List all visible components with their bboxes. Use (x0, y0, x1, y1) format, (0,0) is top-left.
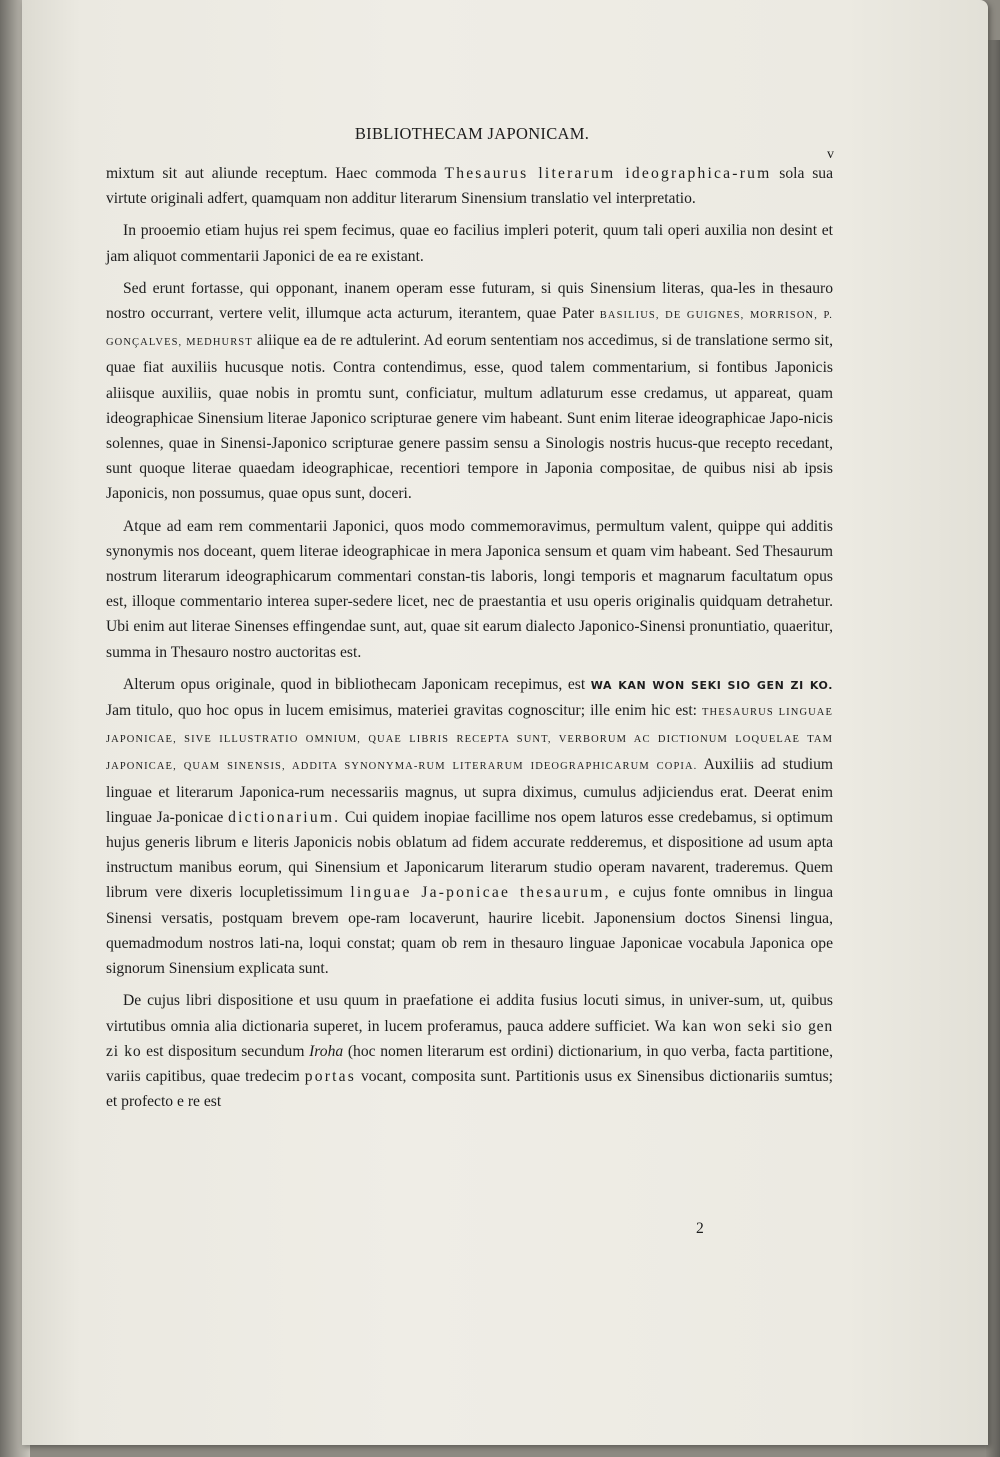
p1-text-a: mixtum sit aut aliunde receptum. Haec commoda (106, 165, 445, 182)
p5-text-b: Jam titulo, quo hoc opus in lucem emisimus, materiei gravitas cognoscitur; ille enim hic est: (106, 702, 703, 720)
p5-spaced-term-1: dictionarium. (228, 808, 341, 826)
paragraph-2: In prooemio etiam hujus rei spem fecimus, quae eo facilius impleri poterit, quum tali operi auxilia non desint et jam aliquot commentarii Japonici de ea re existant. (106, 222, 833, 265)
p5-work-subtitle: THESAURUS LINGUAE JAPONICAE, SIVE ILLUSTRATIO OMNIUM, QUAE LIBRIS RECEPTA SUNT, VERBORUM AC DICTIONUM LOQUELAE TAM JAPONICAE, QUAM SINENSIS, ADDITA SYNONYMA-RUM LITERARUM IDEOGRAPHICARUM COPIA. (106, 707, 834, 773)
p6-work-name: Wa kan won seki sio gen zi ko (106, 1017, 833, 1060)
p6-iroha: Iroha (309, 1042, 344, 1060)
paragraph-3 (106, 276, 833, 507)
book-page (22, 0, 988, 1445)
p6-spaced-term: portas (304, 1067, 357, 1085)
p5-work-title: WA KAN WON SEKI SIO GEN ZI KO. (590, 678, 833, 692)
p6-text-c: est dispositum secundum (141, 1042, 310, 1060)
p6-text-g: vocant, composita sunt. Partitionis usus ex Sinensibus dictionariis sumtus; et profecto e re est (106, 1067, 833, 1111)
paragraph-6 (106, 988, 833, 1114)
page-number: v (827, 147, 834, 162)
p5-text-g: e cujus fonte omnibus in lingua Sinensi versatis, postquam brevem ope-ram locaverunt, haurire licebit. Japonensium doctos Sinensi lingua, quemadmodum nostros lati-na, loqui constat; quam ob rem in thesauro linguae Japonicae vocabula Japonica ope signorum Sinensium explicata sunt. (106, 884, 833, 978)
paragraph-1 (106, 161, 833, 211)
p5-text-c: Auxiliis ad studium linguae et literarum Japonica-rum necessariis magnus, ut supra diximus, cumulus adjiciendus erat. Deerat enim linguae Ja-ponicae (106, 756, 833, 826)
signature-mark: 2 (696, 1220, 704, 1237)
p1-spaced-term: Thesaurus literarum ideographica-rum (444, 165, 772, 182)
p1-text-c: sola sua virtute originali adfert, quamquam non additur literarum Sinensium translatio vel interpretatio. (106, 165, 833, 208)
p5-text-e: Cui quidem inopiae facillime nos opem laturos esse credebamus, si optimum hujus generis librum e literis Japonicis nobis oblatum ad fidem accurate redderemus, et dispositione ad usum apta instructum manibus eorum, qui Sinensium et Japonicarum literarum studio operam navarent, traderemus. Quem librum vere dixeris locupletissimum (106, 808, 833, 902)
p5-text-a: Alterum opus originale, quod in bibliothecam Japonicam recepimus, est (123, 675, 591, 693)
p5-spaced-term-2: linguae Ja-ponicae thesaurum, (350, 884, 611, 902)
p3-text-a: Sed erunt fortasse, qui opponant, inanem operam esse futuram, si quis Sinensium literas, qua-les in thesauro nostro occurrant, vertere velit, illumque acta acturum, iterantem, quae Pater (106, 279, 833, 323)
p3-author-names: BASILIUS, DE GUIGNES, MORRISON, P. GONÇALVES, MEDHURST (106, 310, 833, 349)
body-text (106, 161, 833, 1121)
paragraph-4: Atque ad eam rem commentarii Japonici, quos modo commemoravimus, permultum valent, quippe qui additis synonymis nos doceant, quem literae ideographicae in mera Japonica sensum et quam vim habeant. Sed Thesaurum nostrum literarum ideographicarum commentari constan-tis laboris, longi temporis et magnarum facultatum opus est, illoque commentario interea super-sedere licet, nec de praestantia et usu operis originalis quidquam detrahetur. Ubi enim aut literae Sinenses effingendae sunt, aut, quae sit earum dialecto Japonico-Sinensi pronuntiatio, quaeritur, summa in Thesauro nostro auctoritas est. (106, 517, 833, 661)
p3-text-b: aliique ea de re adtulerint. Ad eorum sententiam nos accedimus, si de translatione sermo sit, quae fiat auxiliis hucusque notis. Contra contendimus, esse, quod talem commentarium, si fontibus Japonicis aliisque auxiliis, quae nobis in promtu sunt, conficiatur, multum adlaturum esse credamus, ut appareat, quam ideographicae Sinensium literae Japonico scripturae genere vim habeant. Sunt enim literae ideographicae Japo-nicis solennes, quae in Sinensi-Japonico scripturae genere passim sensu a Sinologis nostris hucus-que recepto recedant, sunt quoque literae quaedam ideographicae, recentiori tempore in Japonia compositae, de quibus nisi ab ipsis Japonicis, non possumus, quae opus sunt, doceri. (106, 332, 833, 503)
paragraph-5 (106, 672, 833, 981)
running-head: BIBLIOTHECAM JAPONICAM. (354, 124, 590, 143)
p6-text-a: De cujus libri dispositione et usu quum in praefatione ei addita fusius locuti simus, in univer-sum, ut, quibus virtutibus omnia alia dictionaria superet, in lucem proferamus, pauca addere sufficiet. (106, 992, 833, 1035)
p6-text-e: (hoc nomen literarum est ordini) dictionarium, in quo verba, facta partitione, variis capitibus, quae tredecim (106, 1042, 833, 1085)
page-stack-edge (986, 40, 1000, 1457)
